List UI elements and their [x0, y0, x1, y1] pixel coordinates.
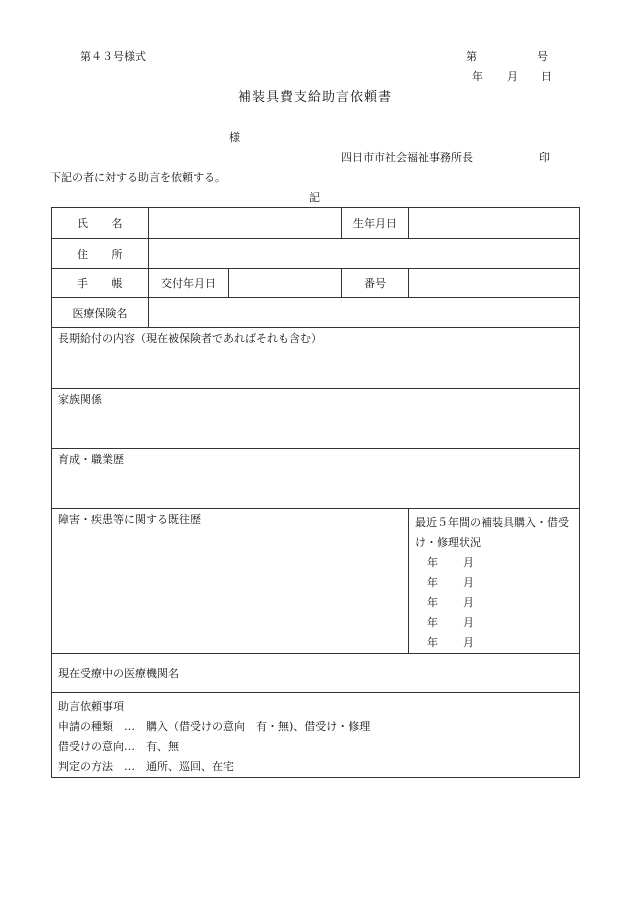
row-name — [52, 208, 580, 239]
row-notebook — [52, 269, 580, 298]
notebook-label: 手 帳 — [52, 269, 149, 298]
row-family — [52, 389, 580, 449]
request-title: 助言依頼事項 — [58, 700, 124, 713]
intro-text: 下記の者に対する助言を依頼する。 — [50, 171, 226, 184]
device-history-row: 年 月 — [427, 576, 474, 589]
row-address — [52, 239, 580, 269]
device-history-field[interactable] — [409, 509, 580, 654]
issue-date-field[interactable] — [229, 269, 342, 298]
address-label: 住 所 — [52, 239, 149, 269]
addressee-suffix: 様 — [229, 131, 240, 144]
date-day-label: 日 — [541, 70, 552, 83]
insurance-label: 医療保険名 — [52, 298, 149, 328]
family-label: 家族関係 — [58, 393, 102, 406]
form-table — [51, 207, 580, 778]
row-history — [52, 509, 580, 654]
document-number-prefix: 第 — [466, 50, 477, 63]
request-line-lease: 借受けの意向… 有、無 — [58, 740, 179, 753]
career-label: 育成・職業歴 — [58, 453, 124, 466]
ki-label: 記 — [309, 191, 320, 204]
request-line-type: 申請の種類 … 購入（借受けの意向 有・無)、借受け・修理 — [58, 720, 371, 733]
row-career — [52, 449, 580, 509]
request-field[interactable] — [52, 693, 580, 778]
birthdate-label: 生年月日 — [342, 208, 409, 239]
device-history-label-line-2: け・修理状況 — [415, 536, 481, 549]
document-number-suffix: 号 — [537, 50, 548, 63]
career-field[interactable] — [52, 449, 580, 509]
medical-history-field[interactable] — [52, 509, 409, 654]
row-current-medical — [52, 654, 580, 693]
row-long-term — [52, 328, 580, 389]
request-line-method: 判定の方法 … 通所、巡回、在宅 — [58, 760, 234, 773]
device-history-row: 年 月 — [427, 636, 474, 649]
current-medical-label: 現在受療中の医療機関名 — [58, 667, 179, 680]
device-history-label-line-1: 最近５年間の補装具購入・借受 — [415, 516, 569, 529]
form-number: 第４３号様式 — [80, 50, 146, 63]
current-medical-field[interactable] — [52, 654, 580, 693]
device-history-row: 年 月 — [427, 596, 474, 609]
name-label: 氏 名 — [52, 208, 149, 239]
device-history-row: 年 月 — [427, 556, 474, 569]
long-term-benefit-label: 長期給付の内容（現在被保険者であればそれも含む） — [58, 332, 322, 345]
seal-mark: 印 — [539, 151, 550, 164]
family-field[interactable] — [52, 389, 580, 449]
sender-office: 四日市市社会福祉事務所長 — [341, 151, 473, 164]
medical-history-label: 障害・疾患等に関する既往歴 — [58, 513, 201, 526]
form-title: 補装具費支給助言依頼書 — [237, 90, 392, 105]
device-history-row: 年 月 — [427, 616, 474, 629]
row-request — [52, 693, 580, 778]
long-term-benefit-field[interactable] — [52, 328, 580, 389]
birthdate-field[interactable] — [409, 208, 580, 239]
number-label: 番号 — [342, 269, 409, 298]
name-field[interactable] — [149, 208, 342, 239]
number-field[interactable] — [409, 269, 580, 298]
date-year-label: 年 — [472, 70, 483, 83]
issue-date-label: 交付年月日 — [149, 269, 229, 298]
date-month-label: 月 — [507, 70, 518, 83]
insurance-field[interactable] — [149, 298, 580, 328]
address-field[interactable] — [149, 239, 580, 269]
row-insurance — [52, 298, 580, 328]
